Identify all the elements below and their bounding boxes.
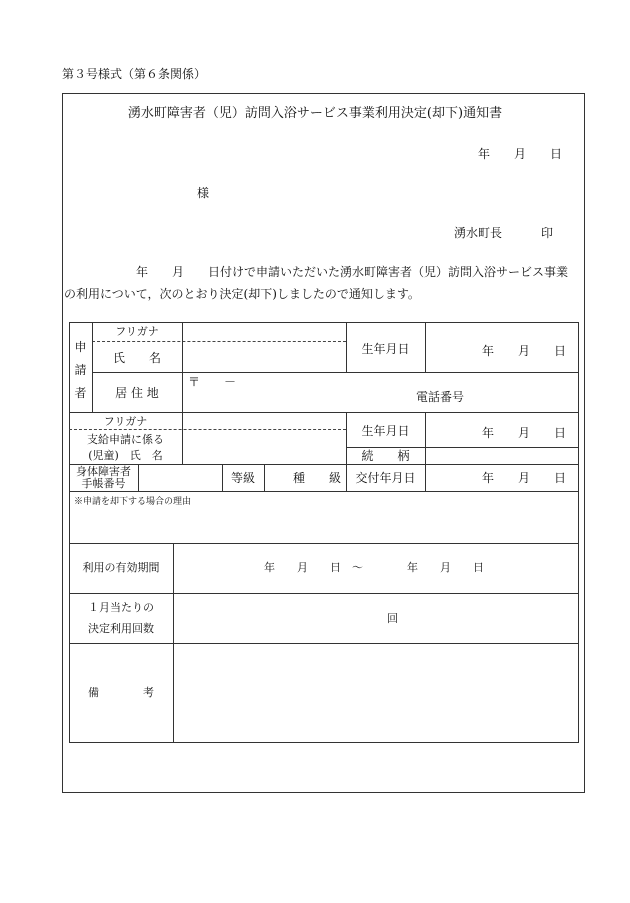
applicant-address-label: 居 住 地	[115, 386, 159, 400]
monthly-label-1: １月当たりの	[88, 601, 154, 614]
applicant-birth-value: 年 月 日	[482, 344, 567, 358]
addressee-suffix: 様	[197, 186, 210, 200]
type-label: 種 級	[293, 471, 342, 485]
document-title: 湧水町障害者（児）訪問入浴サービス事業利用決定(却下)通知書	[127, 106, 503, 121]
grade-label: 等級	[230, 471, 255, 485]
handbook-label-1: 身体障害者	[76, 465, 131, 478]
child-name-label-1: 支給申請に係る	[87, 433, 164, 446]
applicant-name-label: 氏 名	[112, 351, 161, 365]
issuer-name: 湧水町長	[454, 226, 503, 240]
child-birth-value: 年 月 日	[482, 426, 567, 440]
reject-reason-label: ※申請を却下する場合の理由	[74, 497, 192, 507]
postal-code-mark: 〒 －	[188, 375, 237, 389]
validity-value: 年 月 日 ～ 年 月 日	[264, 561, 484, 574]
body-line-1: 年 月 日付けで申請いただいた湧水町障害者（児）訪問入浴サービス事業	[136, 265, 569, 279]
handbook-label-2: 手帳番号	[81, 477, 126, 490]
remarks-label: 備 考	[88, 686, 154, 699]
seal-mark: 印	[541, 226, 554, 240]
monthly-label-2: 決定利用回数	[88, 622, 154, 635]
phone-label: 電話番号	[416, 390, 465, 404]
monthly-unit: 回	[387, 612, 398, 625]
applicant-group-label: 申 請 者	[74, 340, 87, 400]
issue-date-value: 年 月 日	[482, 471, 567, 485]
body-line-2: の利用について，次のとおり決定(却下)しましたので通知します。	[64, 287, 420, 301]
applicant-birth-label: 生年月日	[361, 342, 410, 356]
relation-label: 続 柄	[361, 449, 410, 463]
child-name-label-2: (児童) 氏 名	[88, 449, 163, 462]
applicant-furigana-label: フリガナ	[115, 325, 159, 338]
child-birth-label: 生年月日	[361, 424, 410, 438]
furigana-divider	[92, 341, 346, 342]
form-reference: 第３号様式（第６条関係）	[62, 67, 207, 81]
child-furigana-label: フリガナ	[103, 415, 148, 428]
issue-date-label: 交付年月日	[355, 471, 416, 485]
validity-label: 利用の有効期間	[82, 561, 160, 574]
issue-date: 年 月 日	[478, 147, 563, 161]
